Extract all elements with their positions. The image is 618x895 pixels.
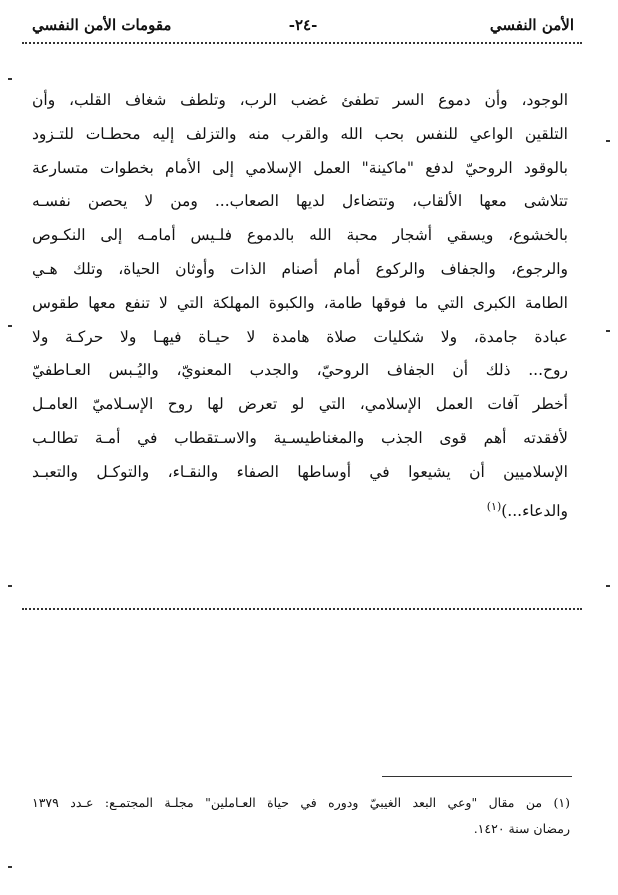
book-title: مقومات الأمن النفسي bbox=[32, 16, 172, 34]
text-line: والرجوع، والجفاف والركوع أمام أصنام الذات وأوثان الحياة، وتلك هـي bbox=[32, 259, 568, 278]
text-line: عبادة جامدة، ولا شكليات صلاة هامدة لا حيـاة فيهـا ولا حركـة ولا bbox=[32, 327, 568, 346]
text-line: التلقين الواعي للنفس بحب الله والقرب منه والتزلف إليه محطـات للتـزود bbox=[32, 124, 568, 143]
book-section-title: الأمن النفسي bbox=[489, 16, 574, 34]
body-bottom-divider bbox=[22, 608, 582, 610]
text-line: الوجود، وأن دموع السر تطفئ غضب الرب، وتلطف شغاف القلب، وأن bbox=[32, 91, 568, 109]
page-number: -٢٤- bbox=[288, 16, 318, 34]
header-divider bbox=[22, 42, 582, 44]
text-line: لأفقدته أهم قوى الجذب والمغناطيسـية والاسـتقطاب في أمـة تطالـب bbox=[32, 428, 568, 447]
margin-mark bbox=[606, 585, 610, 587]
margin-mark bbox=[606, 330, 610, 332]
text-line: الإسلاميين أن يشيعوا في أوساطها الصفاء والنقـاء، والتوكـل والتعبـد bbox=[32, 462, 568, 481]
text-line-content: والدعاء...) bbox=[501, 501, 568, 520]
text-line: أخطر آفات العمل الإسلامي، التي لو تعرض لها روح الإسـلاميّ العامـل bbox=[32, 395, 568, 414]
text-line: روح... ذلك أن الجفاف الروحيّ، والجدب المعنويّ، واليُـبس العـاطفيّ bbox=[32, 361, 568, 380]
footnote-line: رمضان سنة ١٤٢٠. bbox=[473, 821, 570, 836]
margin-mark bbox=[8, 585, 12, 587]
margin-mark bbox=[8, 866, 12, 868]
text-line-last bbox=[32, 490, 568, 524]
text-line: بالوقود الروحيّ لدفع "ماكينة" العمل الإسلامي إلى الأمام بخطوات متسارعة bbox=[32, 158, 568, 177]
margin-mark bbox=[8, 78, 12, 80]
margin-mark bbox=[606, 140, 610, 142]
body-paragraph bbox=[32, 84, 568, 523]
footnote bbox=[32, 790, 570, 842]
text-line: الطامة الكبرى التي ما فوقها طامة، والكبوة المهلكة التي لا تنفع معها طقوس bbox=[32, 293, 568, 312]
text-line: بالخشوع، ويسقي أشجار محبة الله بالدموع فلـيس أمامـه إلى النكـوص bbox=[32, 226, 568, 245]
page-header bbox=[32, 14, 574, 40]
footnote-line: (١) من مقال "وعي البعد الغيبيّ ودوره في حياة العـاملين" مجلـة المجتمـع: عـدد ١٣٧٩ bbox=[32, 795, 570, 810]
footnote-separator bbox=[382, 776, 572, 777]
text-line: تتلاشى معها الألقاب، وتتضاءل لديها الصعاب... ومن لا يحصن نفسـه bbox=[32, 192, 568, 211]
footnote-reference: (١) bbox=[486, 499, 502, 513]
margin-mark bbox=[8, 325, 12, 327]
